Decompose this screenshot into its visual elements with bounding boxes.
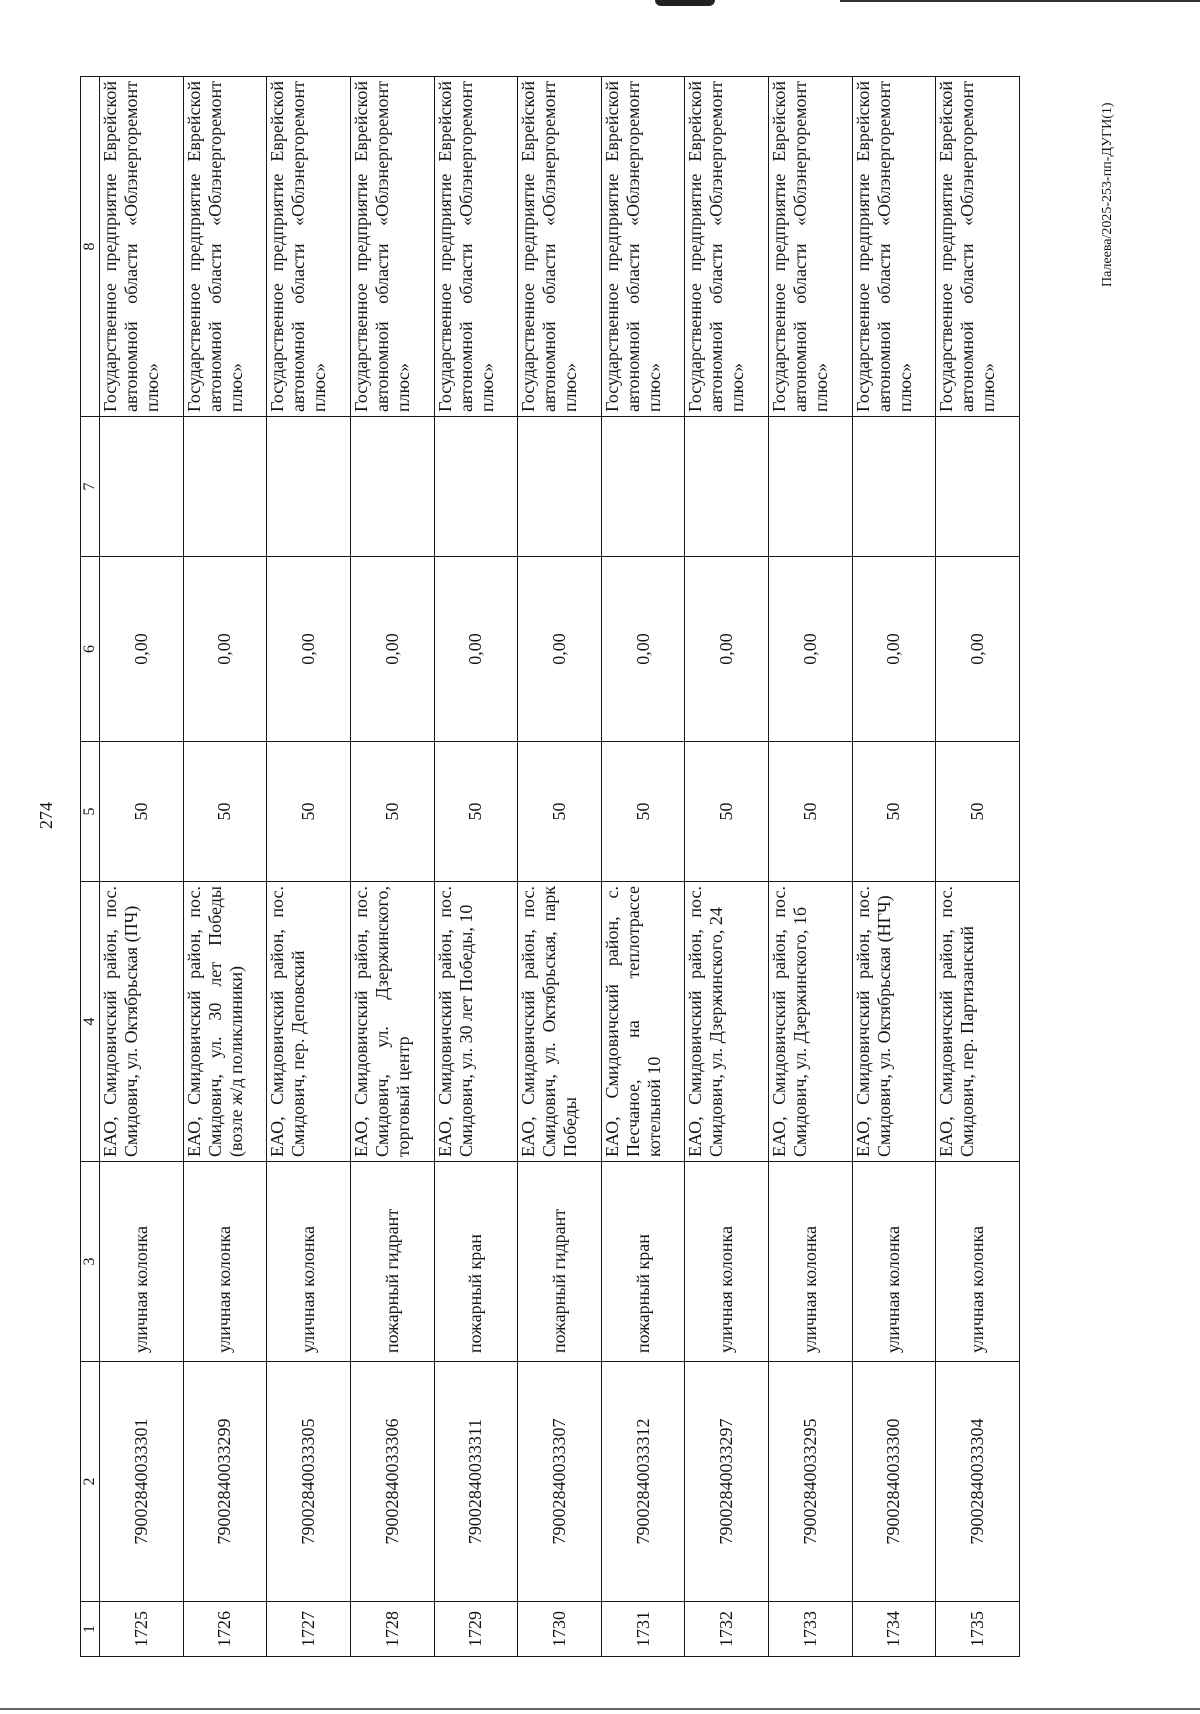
code-cell: 79002840033299 [183, 1362, 267, 1602]
table-row [518, 77, 602, 1657]
scan-artifact-top [840, 0, 1200, 2]
address-cell: ЕАО, Смидовичский район, пос. Смидович, ул. Дзержинского, 24 [685, 882, 769, 1162]
address-cell: ЕАО, Смидовичский район, пос. Смидович, ул. Октябрьская, парк Победы [518, 882, 602, 1162]
empty-cell [518, 417, 602, 557]
value-cell: 50 [350, 742, 434, 882]
object-type-cell: уличная колонка [183, 1162, 267, 1362]
address-cell: ЕАО, Смидовичский район, пос. Смидович, пер. Деповский [267, 882, 351, 1162]
registry-table [80, 76, 1020, 1657]
code-cell: 79002840033311 [434, 1362, 518, 1602]
organization-cell: Государственное предприятие Еврейской автономной области «Облэнергоремонт плюс» [769, 77, 853, 417]
value-cell: 50 [267, 742, 351, 882]
address-cell: ЕАО, Смидовичский район, пос. Смидович, ул. Дзержинского, торговый центр [350, 882, 434, 1162]
address-cell: ЕАО, Смидовичский район, пос. Смидович, ул. Октябрьская (ПЧ) [100, 882, 184, 1162]
empty-cell [852, 417, 936, 557]
object-type-cell: уличная колонка [769, 1162, 853, 1362]
organization-cell: Государственное предприятие Еврейской автономной области «Облэнергоремонт плюс» [518, 77, 602, 417]
organization-cell: Государственное предприятие Еврейской автономной области «Облэнергоремонт плюс» [350, 77, 434, 417]
row-number-cell: 1729 [434, 1602, 518, 1657]
code-cell: 79002840033306 [350, 1362, 434, 1602]
empty-cell [267, 417, 351, 557]
column-header: 7 [81, 417, 100, 557]
address-cell: ЕАО, Смидовичский район, пос. Смидович, ул. Дзержинского, 1б [769, 882, 853, 1162]
object-type-cell: уличная колонка [267, 1162, 351, 1362]
table-row [350, 77, 434, 1657]
value-cell: 50 [434, 742, 518, 882]
amount-cell: 0,00 [685, 557, 769, 742]
table-row [769, 77, 853, 1657]
column-header: 3 [81, 1162, 100, 1362]
organization-cell: Государственное предприятие Еврейской автономной области «Облэнергоремонт плюс» [852, 77, 936, 417]
code-cell: 79002840033312 [601, 1362, 685, 1602]
scan-artifact-blob [655, 0, 715, 6]
amount-cell: 0,00 [183, 557, 267, 742]
value-cell: 50 [183, 742, 267, 882]
row-number-cell: 1733 [769, 1602, 853, 1657]
organization-cell: Государственное предприятие Еврейской автономной области «Облэнергоремонт плюс» [685, 77, 769, 417]
code-cell: 79002840033305 [267, 1362, 351, 1602]
address-cell: ЕАО, Смидовичский район, пос. Смидович, ул. 30 лет Победы, 10 [434, 882, 518, 1162]
row-number-cell: 1728 [350, 1602, 434, 1657]
organization-cell: Государственное предприятие Еврейской автономной области «Облэнергоремонт плюс» [936, 77, 1020, 417]
document-page [36, 77, 1120, 1657]
amount-cell: 0,00 [350, 557, 434, 742]
code-cell: 79002840033307 [518, 1362, 602, 1602]
object-type-cell: уличная колонка [936, 1162, 1020, 1362]
empty-cell [685, 417, 769, 557]
code-cell: 79002840033304 [936, 1362, 1020, 1602]
table-row [434, 77, 518, 1657]
object-type-cell: пожарный кран [434, 1162, 518, 1362]
object-type-cell: пожарный кран [601, 1162, 685, 1362]
table-row [100, 77, 184, 1657]
amount-cell: 0,00 [518, 557, 602, 742]
page-number: 274 [36, 802, 56, 829]
empty-cell [936, 417, 1020, 557]
address-cell: ЕАО, Смидовичский район, пос. Смидович, ул. 30 лет Победы (возле ж/д поликлиники) [183, 882, 267, 1162]
row-number-cell: 1727 [267, 1602, 351, 1657]
row-number-cell: 1734 [852, 1602, 936, 1657]
organization-cell: Государственное предприятие Еврейской автономной области «Облэнергоремонт плюс» [434, 77, 518, 417]
empty-cell [350, 417, 434, 557]
amount-cell: 0,00 [434, 557, 518, 742]
empty-cell [769, 417, 853, 557]
column-header: 1 [81, 1602, 100, 1657]
value-cell: 50 [601, 742, 685, 882]
column-header: 2 [81, 1362, 100, 1602]
value-cell: 50 [518, 742, 602, 882]
object-type-cell: уличная колонка [100, 1162, 184, 1362]
address-cell: ЕАО, Смидовичский район, пос. Смидович, пер. Партизанский [936, 882, 1020, 1162]
table-row [852, 77, 936, 1657]
row-number-cell: 1735 [936, 1602, 1020, 1657]
object-type-cell: пожарный гидрант [518, 1162, 602, 1362]
value-cell: 50 [852, 742, 936, 882]
column-header: 4 [81, 882, 100, 1162]
empty-cell [183, 417, 267, 557]
column-header: 8 [81, 77, 100, 417]
document-footer-code: Палеева/2025-253-пп-ДУГИ(1) [1100, 102, 1115, 287]
object-type-cell: пожарный гидрант [350, 1162, 434, 1362]
address-cell: ЕАО, Смидовичский район, с. Песчаное, на теплотрассе котельной 10 [601, 882, 685, 1162]
column-header: 5 [81, 742, 100, 882]
organization-cell: Государственное предприятие Еврейской автономной области «Облэнергоремонт плюс» [267, 77, 351, 417]
object-type-cell: уличная колонка [852, 1162, 936, 1362]
object-type-cell: уличная колонка [685, 1162, 769, 1362]
code-cell: 79002840033295 [769, 1362, 853, 1602]
value-cell: 50 [100, 742, 184, 882]
table-row [183, 77, 267, 1657]
table-row [685, 77, 769, 1657]
column-header: 6 [81, 557, 100, 742]
amount-cell: 0,00 [769, 557, 853, 742]
row-number-cell: 1731 [601, 1602, 685, 1657]
organization-cell: Государственное предприятие Еврейской автономной области «Облэнергоремонт плюс» [183, 77, 267, 417]
amount-cell: 0,00 [267, 557, 351, 742]
row-number-cell: 1732 [685, 1602, 769, 1657]
value-cell: 50 [936, 742, 1020, 882]
row-number-cell: 1730 [518, 1602, 602, 1657]
amount-cell: 0,00 [936, 557, 1020, 742]
empty-cell [434, 417, 518, 557]
table-row [936, 77, 1020, 1657]
address-cell: ЕАО, Смидовичский район, пос. Смидович, ул. Октябрьская (НГЧ) [852, 882, 936, 1162]
code-cell: 79002840033300 [852, 1362, 936, 1602]
scan-artifact-bottom [0, 1708, 1200, 1710]
code-cell: 79002840033297 [685, 1362, 769, 1602]
value-cell: 50 [685, 742, 769, 882]
organization-cell: Государственное предприятие Еврейской автономной области «Облэнергоремонт плюс» [601, 77, 685, 417]
amount-cell: 0,00 [100, 557, 184, 742]
row-number-cell: 1725 [100, 1602, 184, 1657]
empty-cell [601, 417, 685, 557]
amount-cell: 0,00 [601, 557, 685, 742]
empty-cell [100, 417, 184, 557]
table-row [267, 77, 351, 1657]
organization-cell: Государственное предприятие Еврейской автономной области «Облэнергоремонт плюс» [100, 77, 184, 417]
row-number-cell: 1726 [183, 1602, 267, 1657]
code-cell: 79002840033301 [100, 1362, 184, 1602]
value-cell: 50 [769, 742, 853, 882]
amount-cell: 0,00 [852, 557, 936, 742]
table-header-row [81, 77, 100, 1657]
table-row [601, 77, 685, 1657]
